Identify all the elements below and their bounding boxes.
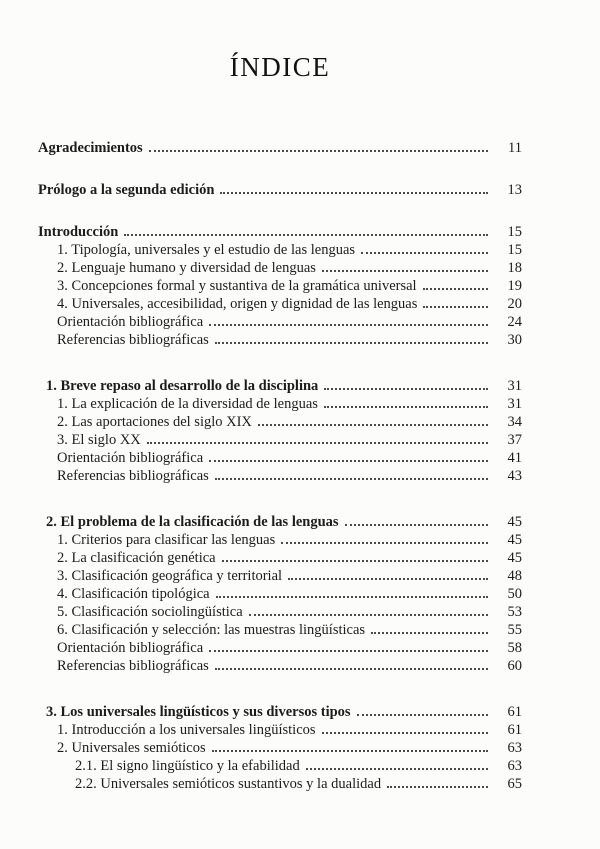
- dot-leader: [216, 596, 488, 598]
- toc-entry: [38, 431, 522, 449]
- toc-entry-label: 2. Universales semióticos: [57, 740, 206, 756]
- toc-entry-label: 3. Concepciones formal y sustantiva de la gramática universal: [57, 278, 417, 294]
- dot-leader: [149, 150, 488, 152]
- toc-entry-page: 20: [507, 296, 522, 312]
- toc-entry-page: 18: [507, 260, 522, 276]
- dot-leader: [361, 252, 488, 254]
- toc-entry: [38, 449, 522, 467]
- toc-entry-page: 50: [507, 586, 522, 602]
- toc-entry-page: 45: [507, 550, 522, 566]
- dot-leader: [324, 406, 488, 408]
- toc-entry-label: Orientación bibliográfica: [57, 450, 204, 466]
- dot-leader: [281, 542, 488, 544]
- toc-entry: [38, 757, 522, 775]
- toc-entry-page: 30: [507, 332, 522, 348]
- toc-entry-label: 2. El problema de la clasificación de las lenguas: [46, 514, 339, 530]
- toc-entry-page: 19: [507, 278, 522, 294]
- toc-entry-label: 4. Clasificación tipológica: [57, 586, 210, 602]
- toc-entry-page: 13: [507, 182, 522, 198]
- toc-entry-page: 31: [507, 396, 522, 412]
- toc-entry-page: 15: [507, 224, 522, 240]
- toc-entry: [38, 395, 522, 413]
- toc-entry: [38, 467, 522, 485]
- toc-entry-label: 6. Clasificación y selección: las muestras lingüísticas: [57, 622, 366, 638]
- toc-entry: [38, 513, 522, 531]
- toc-entry-label: 3. Clasificación geográfica y territorial: [57, 568, 283, 584]
- toc-entry-page: 63: [507, 740, 522, 756]
- toc-entry: [38, 313, 522, 331]
- toc-entry-label: Referencias bibliográficas: [57, 468, 209, 484]
- toc-entry-label: 1. La explicación de la diversidad de lenguas: [57, 396, 318, 412]
- toc-entry: [38, 377, 522, 395]
- toc-entry-label: 2.2. Universales semióticos sustantivos y la dualidad: [75, 776, 382, 792]
- toc-entry-page: 63: [507, 758, 522, 774]
- toc-entry: [38, 721, 522, 739]
- toc-entry-label: 2. Las aportaciones del siglo XIX: [57, 414, 252, 430]
- dot-leader: [215, 668, 488, 670]
- dot-leader: [249, 614, 488, 616]
- dot-leader: [371, 632, 488, 634]
- toc-entry-page: 37: [507, 432, 522, 448]
- dot-leader: [209, 324, 488, 326]
- dot-leader: [423, 288, 488, 290]
- toc-entry: [38, 223, 522, 241]
- dot-leader: [124, 234, 488, 236]
- toc-entry-label: 3. El siglo XX: [57, 432, 141, 448]
- toc-entry-page: 24: [507, 314, 522, 330]
- dot-leader: [306, 768, 488, 770]
- toc-entry-page: 11: [508, 140, 522, 156]
- toc-entry: [38, 703, 522, 721]
- page-title: ÍNDICE: [229, 52, 331, 82]
- dot-leader: [357, 714, 488, 716]
- toc-entry-page: 15: [507, 242, 522, 258]
- dot-leader: [258, 424, 488, 426]
- dot-leader: [215, 478, 488, 480]
- toc-entry: [38, 413, 522, 431]
- dot-leader: [212, 750, 488, 752]
- toc-entry-page: 58: [507, 640, 522, 656]
- toc-entry-page: 48: [507, 568, 522, 584]
- toc-entry-label: Referencias bibliográficas: [57, 658, 209, 674]
- dot-leader: [147, 442, 488, 444]
- toc-entry-label: Orientación bibliográfica: [57, 640, 204, 656]
- toc-entry-label: 1. Tipología, universales y el estudio de las lenguas: [57, 242, 356, 258]
- toc-entry: [38, 259, 522, 277]
- toc-entry: [38, 739, 522, 757]
- toc-entry: [38, 657, 522, 675]
- toc-entry-label: 1. Introducción a los universales lingüísticos: [57, 722, 316, 738]
- toc-entry-page: 61: [507, 722, 522, 738]
- dot-leader: [345, 524, 488, 526]
- toc-entry-label: 2. La clasificación genética: [57, 550, 216, 566]
- toc-entry-label: 2.1. El signo lingüístico y la efabilidad: [75, 758, 300, 774]
- toc-entry-page: 45: [507, 532, 522, 548]
- toc-entry: [38, 181, 522, 199]
- toc-entry: [38, 585, 522, 603]
- dot-leader: [215, 342, 488, 344]
- dot-leader: [322, 270, 488, 272]
- toc-entry-page: 53: [507, 604, 522, 620]
- dot-leader: [322, 732, 488, 734]
- toc-entry-label: Referencias bibliográficas: [57, 332, 209, 348]
- dot-leader: [324, 388, 488, 390]
- toc-entry: [38, 331, 522, 349]
- toc-entry: [38, 567, 522, 585]
- toc-entry: [38, 639, 522, 657]
- toc-entry-label: 3. Los universales lingüísticos y sus diversos tipos: [46, 704, 351, 720]
- toc-entry: [38, 241, 522, 259]
- toc-entry-page: 41: [507, 450, 522, 466]
- dot-leader: [288, 578, 488, 580]
- toc-entry-page: 45: [507, 514, 522, 530]
- toc-entry: [38, 139, 522, 157]
- toc-entry-label: 1. Breve repaso al desarrollo de la disciplina: [46, 378, 319, 394]
- toc-entry: [38, 775, 522, 793]
- toc-entry-page: 60: [507, 658, 522, 674]
- toc-entry-page: 34: [507, 414, 522, 430]
- toc-entry: [38, 295, 522, 313]
- toc-entry-page: 43: [507, 468, 522, 484]
- toc-entry-page: 65: [507, 776, 522, 792]
- toc-entry-page: 61: [507, 704, 522, 720]
- toc-entry-label: 2. Lenguaje humano y diversidad de lenguas: [57, 260, 316, 276]
- dot-leader: [387, 786, 488, 788]
- toc-entry-label: Orientación bibliográfica: [57, 314, 204, 330]
- toc-entry-page: 55: [507, 622, 522, 638]
- toc-entry-label: Prólogo a la segunda edición: [38, 182, 215, 198]
- toc-entry: [38, 277, 522, 295]
- toc-entry: [38, 531, 522, 549]
- toc-entry: [38, 549, 522, 567]
- toc-entry-label: 4. Universales, accesibilidad, origen y dignidad de las lenguas: [57, 296, 418, 312]
- toc-entry-label: 5. Clasificación sociolingüística: [57, 604, 243, 620]
- toc-entry: [38, 621, 522, 639]
- toc-entry: [38, 603, 522, 621]
- toc-entry-label: Agradecimientos: [38, 140, 143, 156]
- dot-leader: [222, 560, 488, 562]
- dot-leader: [209, 460, 488, 462]
- toc-entry-label: 1. Criterios para clasificar las lenguas: [57, 532, 276, 548]
- dot-leader: [209, 650, 488, 652]
- dot-leader: [423, 306, 488, 308]
- toc-entry-label: Introducción: [38, 224, 119, 240]
- toc-entry-page: 31: [507, 378, 522, 394]
- dot-leader: [220, 192, 488, 194]
